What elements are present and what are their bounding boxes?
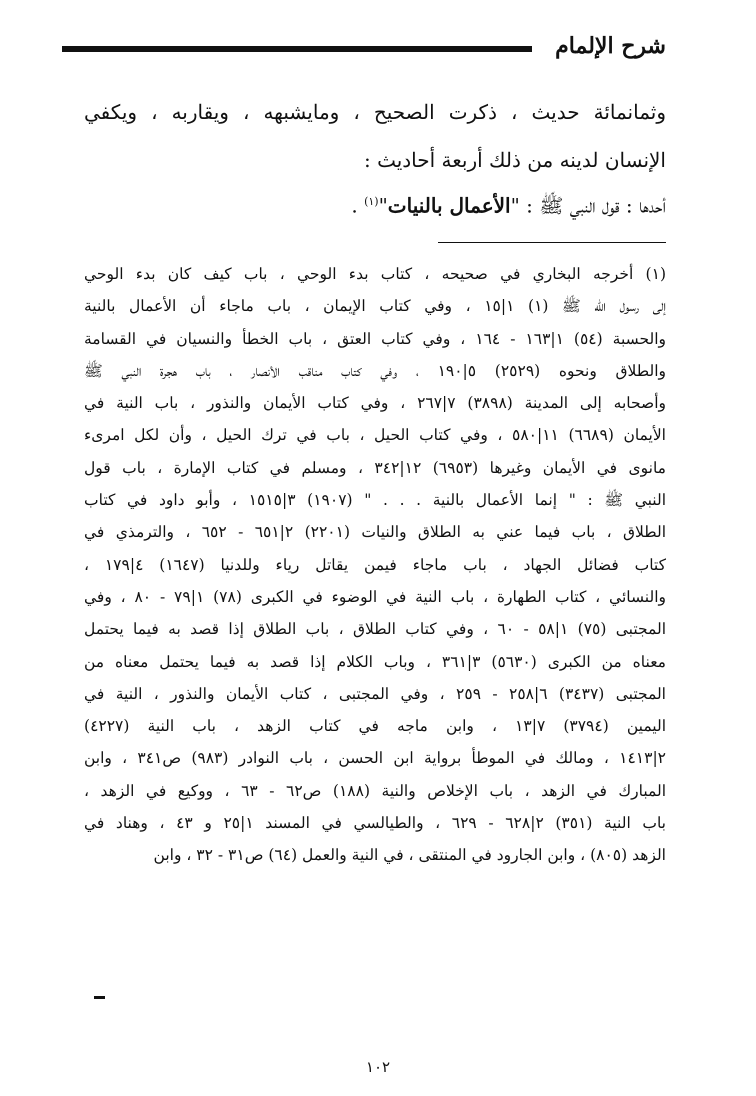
footnote-line: إلى رسول الله ﷺ (١) ١|١٥ ، وفي كتاب الإيمان ، باب ماجاء أن الأعمال بالنية bbox=[84, 297, 667, 316]
footnote-line: مانوى في الأيمان وغيرها (٦٩٥٣) ١٢|٣٤٢ ، ومسلم في كتاب الإمارة ، باب قول bbox=[84, 458, 666, 477]
running-header bbox=[62, 30, 666, 70]
footnote-line: وأصحابه إلى المدينة (٣٨٩٨) ٧|٢٦٧ ، وفي كتاب الأيمان والنذور ، باب النية في bbox=[84, 394, 666, 413]
footnote-line: الأيمان (٦٦٨٩) ١١|٥٨٠ ، وفي كتاب الحيل ، باب في ترك الحيل ، وأن لكل امرىء bbox=[84, 426, 666, 445]
footnote-line: (١) أخرجه البخاري في صحيحه ، كتاب بدء الوحي ، باب كيف كان بدء الوحي bbox=[84, 265, 666, 283]
footnote-line: والحسبة (٥٤) ١|١٦٣ - ١٦٤ ، وفي كتاب العتق ، باب الخطأ والنسيان في القسامة bbox=[84, 329, 666, 348]
footnote-reference: (١) bbox=[364, 195, 379, 208]
body-text-line: الإنسان لدينه من ذلك أربعة أحاديث : bbox=[363, 148, 666, 172]
footnote-line: ٢|١٤١٣ ، ومالك في الموطأ برواية ابن الحسن ، باب النوادر (٩٨٣) ص٣٤١ ، وابن bbox=[84, 749, 666, 768]
footnote-line: باب النية (٣٥١) ٢|٦٢٨ - ٦٢٩ ، والطيالسي في المسند ١|٢٥ و ٤٣ ، وهناد في bbox=[84, 814, 666, 833]
footnote-separator bbox=[438, 242, 666, 243]
book-title: شرح الإلمام bbox=[555, 33, 666, 59]
footnote-line: المجتبى (٧٥) ١|٥٨ - ٦٠ ، وفي كتاب الطلاق ، باب الطلاق إذا قصد به فيما يحتمل bbox=[84, 620, 666, 639]
hadith-end: . bbox=[351, 193, 365, 218]
hadith-line bbox=[84, 188, 666, 220]
page-number: ١٠٢ bbox=[365, 1058, 391, 1076]
footnote-line: والنسائي ، كتاب الطهارة ، باب النية في الوضوء في الكبرى (٧٨) ١|٧٩ - ٨٠ ، وفي bbox=[84, 587, 666, 606]
footnote-line: كتاب فضائل الجهاد ، باب ماجاء فيمن يقاتل رياء وللدنيا (١٦٤٧) ٤|١٧٩ ، bbox=[84, 555, 666, 574]
hadith-text: الأعمال بالنيات bbox=[387, 193, 511, 218]
footnote-line: النبي ﷺ : " إنما الأعمال بالنية . . . " (١٩٠٧) ٣|١٥١٥ ، وأبو داود في كتاب bbox=[84, 491, 667, 510]
footnote-line: والطلاق ونحوه (٢٥٢٩) ٥|١٩٠ ، وفي كتاب مناقب الأنصار ، باب هجرة النبي ﷺ bbox=[84, 361, 666, 380]
footnote-line: معناه من الكبرى (٥٦٣٠) ٣|٣٦١ ، وباب الكلام إذا قصد به فيما يحتمل معناه من bbox=[84, 652, 666, 671]
footnote-line: المبارك في الزهد ، باب الإخلاص والنية (١٨٨) ص٦٢ - ٦٣ ، ووكيع في الزهد ، bbox=[84, 781, 667, 800]
quote-mark: " bbox=[378, 193, 388, 218]
footnote-line: الزهد (٨٠٥) ، وابن الجارود في المنتقى ، في النية والعمل (٦٤) ص٣١ - ٣٢ ، وابن bbox=[153, 846, 666, 865]
hadith-intro: أحدها : قول النبي ﷺ : " bbox=[510, 193, 666, 218]
footnote-block bbox=[84, 258, 666, 872]
body-text-line: وثمانمائة حديث ، ذكرت الصحيح ، ومايشبهه ، ويقاربه ، ويكفي bbox=[84, 100, 666, 124]
header-rule bbox=[62, 46, 532, 52]
footnote-line: اليمين (٣٧٩٤) ٧|١٣ ، وابن ماجه في كتاب الزهد ، باب النية (٤٢٢٧) bbox=[84, 717, 666, 736]
footnote-line: الطلاق ، باب فيما عني به الطلاق والنيات (٢٢٠١) ٢|٦٥١ - ٦٥٢ ، والترمذي في bbox=[84, 523, 666, 542]
continuation-dash bbox=[94, 996, 105, 999]
footnote-line: المجتبى (٣٤٣٧) ٦|٢٥٨ - ٢٥٩ ، وفي المجتبى ، كتاب الأيمان والنذور ، النية في bbox=[84, 684, 666, 703]
